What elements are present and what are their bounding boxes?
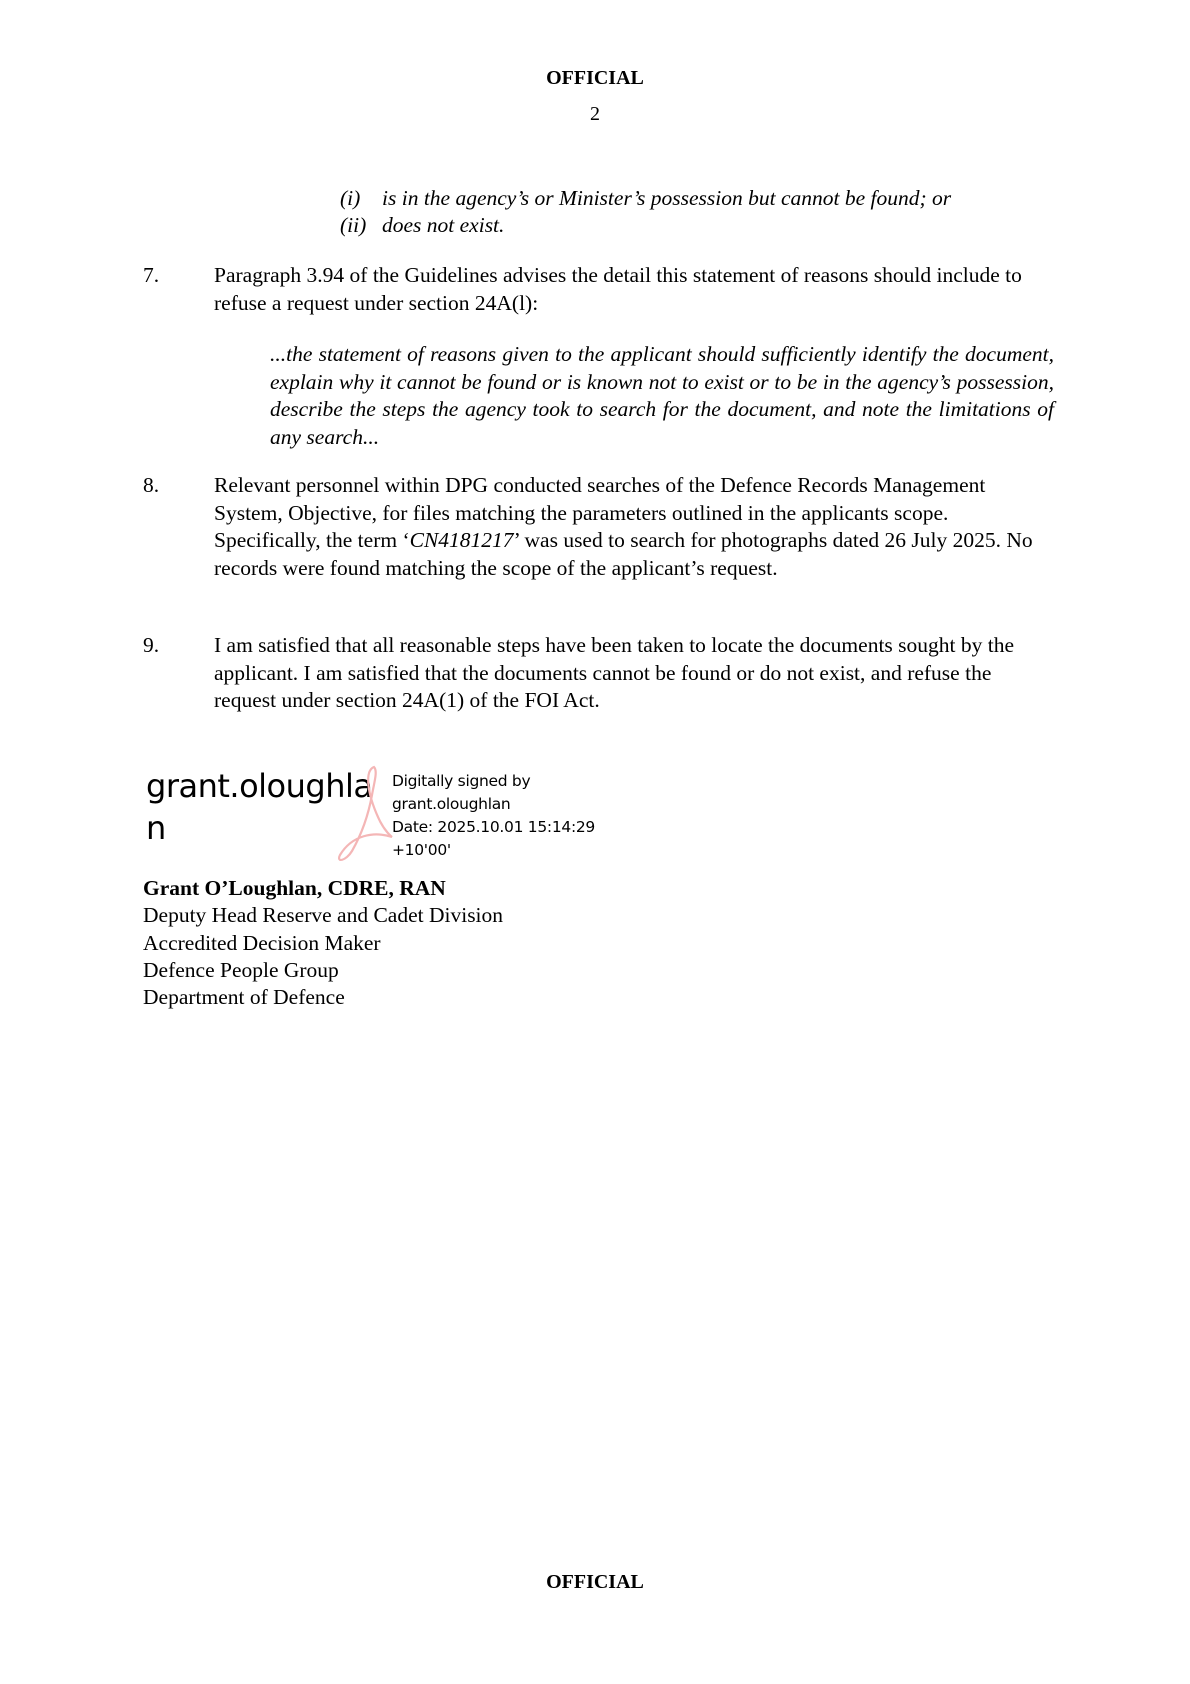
header-classification: OFFICIAL bbox=[546, 67, 644, 89]
signatory-block bbox=[143, 875, 503, 1011]
paragraph-number: 7. bbox=[143, 263, 160, 287]
paragraph-8 bbox=[143, 472, 1048, 582]
signatory-role: Accredited Decision Maker bbox=[143, 930, 381, 955]
paragraph-text-before: Relevant personnel within DPG conducted searches of the Defence Records Management System, Objective, for files matching the parameters outlined in the applicants scope. Specifically, the term ‘ bbox=[214, 473, 986, 552]
sublist-item bbox=[340, 185, 951, 212]
signature-line: Digitally signed by bbox=[392, 772, 531, 790]
digital-signature[interactable] bbox=[146, 765, 606, 865]
paragraph-number: 8. bbox=[143, 473, 160, 497]
signatory-department: Department of Defence bbox=[143, 985, 345, 1010]
signatory-group: Defence People Group bbox=[143, 957, 339, 982]
search-term: CN4181217 bbox=[409, 528, 514, 552]
adobe-acrobat-logo-icon bbox=[334, 765, 394, 865]
paragraph-text: Paragraph 3.94 of the Guidelines advises the detail this statement of reasons should include to refuse a request under section 24A(l): bbox=[214, 263, 1022, 315]
signatory-name: Grant O’Loughlan, CDRE, RAN bbox=[143, 876, 446, 900]
sublist-label: (ii) bbox=[340, 213, 367, 237]
footer-classification: OFFICIAL bbox=[546, 1571, 644, 1593]
sublist-text: does not exist. bbox=[382, 213, 505, 237]
sublist bbox=[340, 185, 951, 239]
paragraph-text bbox=[214, 472, 1048, 582]
signature-timezone: +10'00' bbox=[392, 841, 451, 859]
guidelines-quote: ...the statement of reasons given to the applicant should sufficiently identify the document, explain why it cannot be found or is known not to exist or to be in the agency’s possession, describe the steps the agency took to search for the document, and note the limitations of any search... bbox=[270, 342, 1054, 449]
signature-details bbox=[392, 770, 595, 862]
signature-signer-name: grant.oloughlan bbox=[146, 767, 373, 847]
paragraph-9 bbox=[143, 632, 1048, 715]
sublist-text: is in the agency’s or Minister’s possession but cannot be found; or bbox=[382, 186, 952, 210]
sublist-item bbox=[340, 212, 951, 239]
page-number: 2 bbox=[590, 103, 600, 125]
paragraph-text: I am satisfied that all reasonable steps have been taken to locate the documents sought by the applicant. I am satisfied that the documents cannot be found or do not exist, and refuse the request under section 24A(1) of the FOI Act. bbox=[214, 633, 1015, 712]
signature-line: grant.oloughlan bbox=[392, 795, 511, 813]
signature-date: Date: 2025.10.01 15:14:29 bbox=[392, 818, 595, 836]
paragraph-number: 9. bbox=[143, 633, 160, 657]
paragraph-7 bbox=[143, 262, 1048, 317]
signatory-title: Deputy Head Reserve and Cadet Division bbox=[143, 903, 504, 928]
sublist-label: (i) bbox=[340, 186, 361, 210]
paragraph-text-after: ’ was used to search for photographs dated 26 July 2025. No records were found matching the scope of the applicant’s request. bbox=[214, 528, 1033, 580]
